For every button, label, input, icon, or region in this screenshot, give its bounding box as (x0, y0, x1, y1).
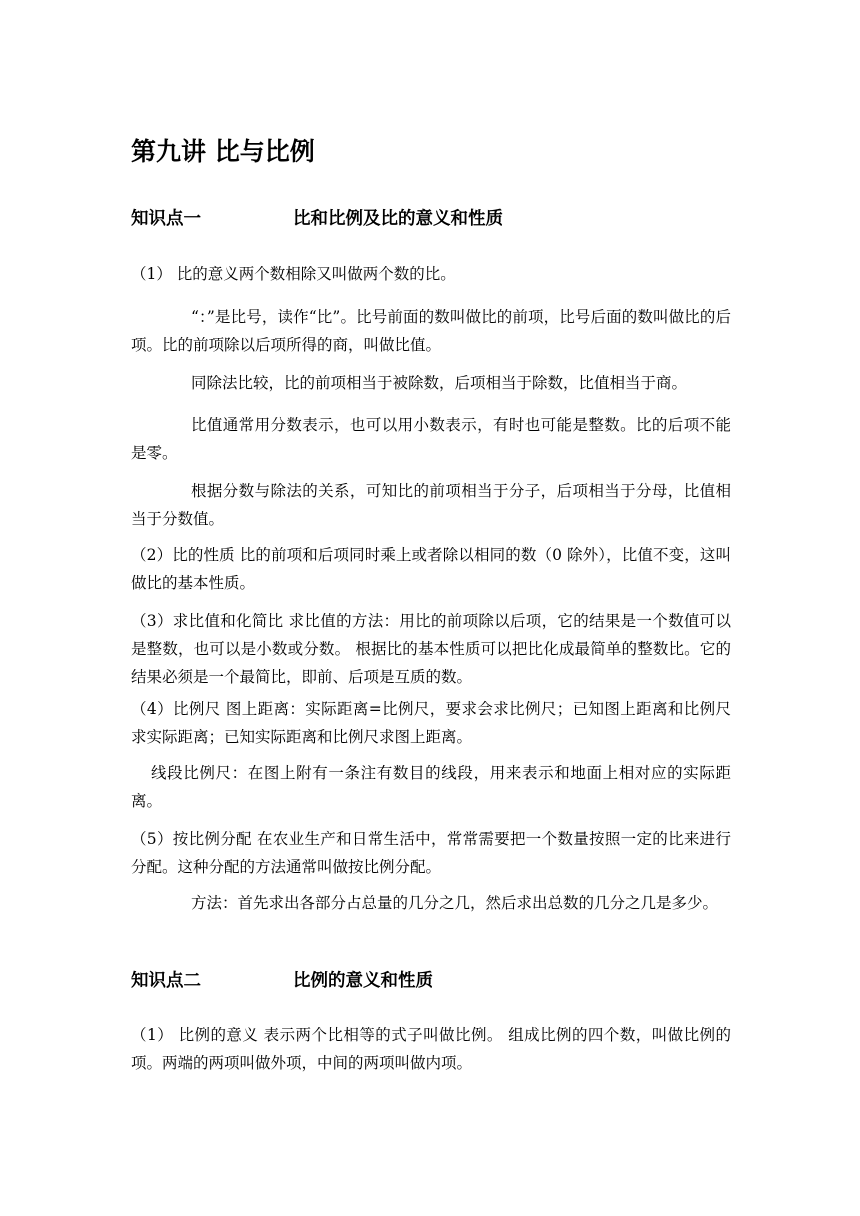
paragraph: 线段比例尺：在图上附有一条注有数目的线段，用来表示和地面上相对应的实际距离。 (131, 764, 731, 810)
paragraph: 比值通常用分数表示，也可以用小数表示，有时也可能是整数。比的后项不能是零。 (131, 416, 731, 462)
section-label: 知识点二 (131, 971, 201, 991)
page-title: 第九讲 比与比例 (131, 137, 315, 166)
section-heading-2 (131, 966, 731, 996)
paragraph: “：”是比号，读作“比”。比号前面的数叫做比的前项，比号后面的数叫做比的后项。比的前项除以后项所得的商，叫做比值。 (131, 308, 731, 354)
paragraph: （2）比的性质 比的前项和后项同时乘上或者除以相同的数（0 除外），比值不变，这叫做比的基本性质。 (131, 546, 731, 592)
paragraph: （1） 比例的意义 表示两个比相等的式子叫做比例。 组成比例的四个数，叫做比例的项。两端的两项叫做外项，中间的两项叫做内项。 (131, 1026, 731, 1072)
section-label: 知识点一 (131, 209, 201, 229)
paragraph: （3）求比值和化简比 求比值的方法：用比的前项除以后项，它的结果是一个数值可以是整数，也可以是小数或分数。 根据比的基本性质可以把比化成最简单的整数比。它的结果必须是一个最简比，即前、后项是互质的数。 (131, 612, 731, 686)
section-title: 比和比例及比的意义和性质 (293, 209, 503, 229)
paragraph: 同除法比较，比的前项相当于被除数，后项相当于除数，比值相当于商。 (191, 374, 688, 392)
section-heading-1 (131, 204, 731, 234)
paragraph: （4）比例尺 图上距离：实际距离=比例尺，要求会求比例尺；已知图上距离和比例尺求实际距离；已知实际距离和比例尺求图上距离。 (131, 700, 731, 746)
paragraph: 方法：首先求出各部分占总量的几分之几，然后求出总数的几分之几是多少。 (191, 894, 719, 912)
paragraph: （5）按比例分配 在农业生产和日常生活中，常常需要把一个数量按照一定的比来进行分配。这种分配的方法通常叫做按比例分配。 (131, 830, 731, 876)
paragraph: 根据分数与除法的关系，可知比的前项相当于分子，后项相当于分母，比值相当于分数值。 (131, 482, 731, 528)
paragraph: （1） 比的意义两个数相除又叫做两个数的比。 (131, 265, 456, 283)
section-title: 比例的意义和性质 (293, 971, 433, 991)
